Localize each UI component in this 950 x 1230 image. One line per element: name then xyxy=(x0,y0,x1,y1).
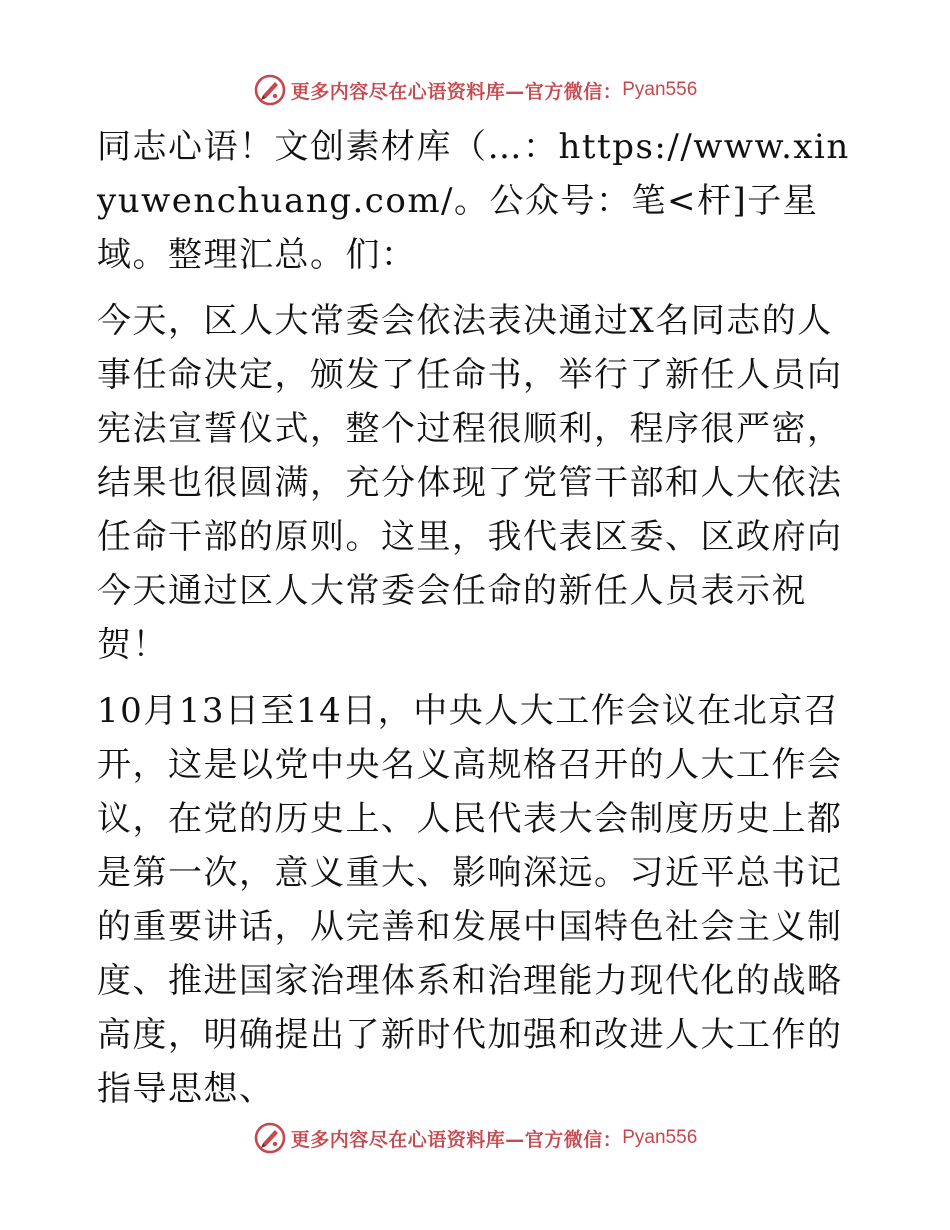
header-watermark-banner xyxy=(0,70,950,110)
header-banner-account: Pyan556 xyxy=(622,79,698,100)
header-banner-text: 更多内容尽在心语资料库—官方微信： xyxy=(290,80,623,103)
footer-watermark-banner xyxy=(0,1118,950,1158)
xinyu-logo-icon xyxy=(253,1121,287,1155)
footer-banner-account: Pyan556 xyxy=(622,1127,698,1148)
paragraph-appointment: 今天，区人大常委会依法表决通过X名同志的人事任命决定，颁发了任命书，举行了新任人员向宪法宣誓仪式，整个过程很顺利，程序很严密，结果也很圆满，充分体现了党管干部和人大依法任命干部的原则。这里，我代表区委、区政府向今天通过区人大常委会任命的新任人员表示祝贺！ xyxy=(97,301,843,665)
paragraph-intro: 同志心语！文创素材库（…：https://www.xinyuwenchuang.com/。公众号：笔<杆]子星域。整理汇总。们： xyxy=(97,127,850,275)
xinyu-logo-icon xyxy=(253,73,287,107)
document-body xyxy=(97,120,852,1128)
paragraph-conference: 10月13日至14日，中央人大工作会议在北京召开，这是以党中央名义高规格召开的人大工作会议，在党的历史上、人民代表大会制度历史上都是第一次，意义重大、影响深远。习近平总书记的重要讲话，从完善和发展中国特色社会主义制度、推进国家治理体系和治理能力现代化的战略高度，明确提出了新时代加强和改进人大工作的指导思想、 xyxy=(97,691,843,1109)
footer-banner-text: 更多内容尽在心语资料库—官方微信： xyxy=(290,1128,623,1151)
